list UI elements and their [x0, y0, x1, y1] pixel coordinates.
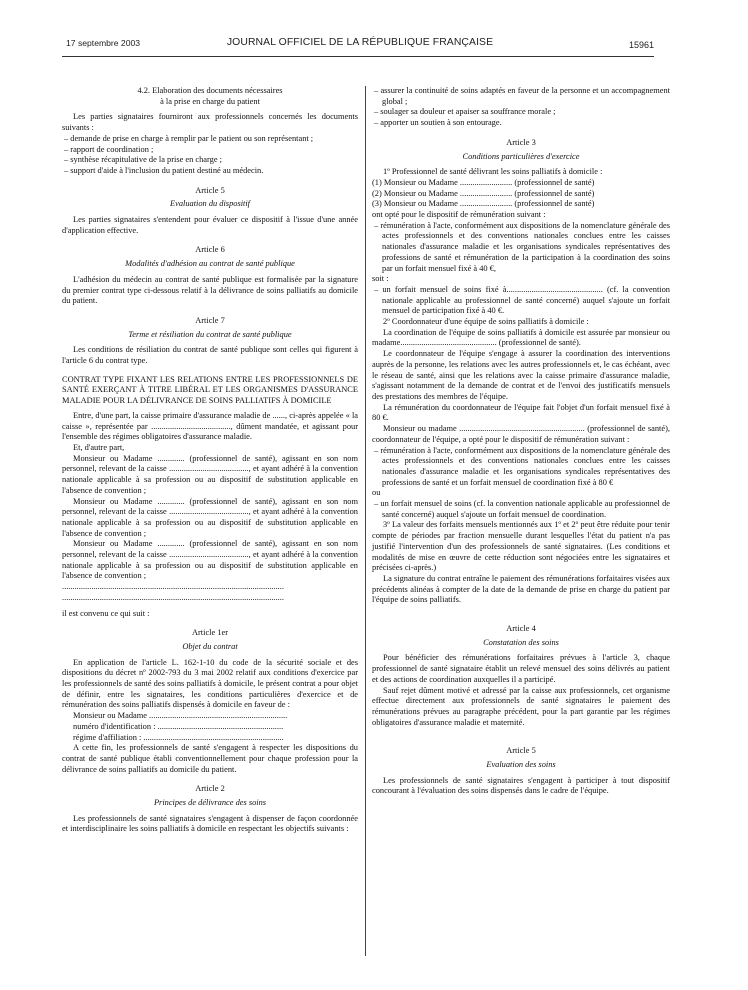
list-item: – un forfait mensuel de soins fixé à.............................................. (cf. la convention nationale applicable au professionnel de santé concerné) auquel s'ajoute un forfait mensuel de participation fixé à 40 €.: [374, 284, 670, 316]
party-block: Monsieur ou Madame ............. (professionnel de santé), agissant en son nom personnel, relevant de la caisse ......................................, et ayant adhéré à la convention nationale applicable à sa profession ou au dispositif de substitution applicable en l'absence de convention ;: [62, 453, 358, 495]
article-heading: Article 5: [506, 746, 536, 756]
paragraph: 1º Professionnel de santé délivrant les soins palliatifs à domicile :: [383, 167, 603, 177]
article-heading: Article 4: [506, 624, 536, 634]
signatory-line: (3) Monsieur ou Madame ......................... (professionnel de santé): [372, 199, 595, 209]
list-item: – rapport de coordination ;: [64, 144, 154, 154]
list-item: – soulager sa douleur et apaiser sa souffrance morale ;: [374, 107, 556, 117]
column-divider: [365, 86, 366, 956]
list-item: – assurer la continuité de soins adaptés en faveur de la personne et un accompagnement global ;: [374, 86, 670, 106]
convenu-line: il est convenu ce qui suit :: [62, 608, 150, 618]
dots-line: ..........................................................................................................: [62, 592, 284, 602]
paragraph: Sauf rejet dûment motivé et adressé par la caisse aux professionnels, cet organisme effectue directement aux professionnels de santé signataires le paiement des rémunérations prévues au paragraphe précédent, pour la part garantie par les régimes obligatoires d'assurance maladie et maternité.: [372, 685, 670, 727]
paragraph: ou: [372, 488, 381, 498]
paragraph: La rémunération du coordonnateur de l'équipe fait l'objet d'un forfait mensuel fixé à 80 €.: [372, 402, 670, 423]
article-heading: Article 1er: [191, 628, 229, 638]
paragraph: Entre, d'une part, la caisse primaire d'assurance maladie de ......, ci-après appelée « la caisse », représentée par ......................................, dûment mandatée, et agissant pour l'ensemble des régimes obligatoires d'assurance maladie.: [62, 410, 358, 442]
list-item: – demande de prise en charge à remplir par le patient ou son représentant ;: [64, 133, 314, 143]
paragraph: La signature du contrat entraîne le paiement des rémunérations forfaitaires visées aux précédents alinéas à compter de la date de la demande de prise en charge du patient par l'équipe de soins palliatifs.: [372, 573, 670, 605]
section-4-2-title-2: à la prise en charge du patient: [160, 96, 260, 106]
paragraph: Et, d'autre part,: [73, 442, 125, 452]
section-4-2-title: 4.2. Elaboration des documents nécessaires: [137, 86, 283, 95]
article-heading: Article 5: [195, 185, 225, 195]
form-field: Monsieur ou Madame ..................................................................: [73, 711, 288, 721]
contract-title: CONTRAT TYPE FIXANT LES RELATIONS ENTRE LES PROFESSIONNELS DE SANTÉ EXERÇANT À TITRE LIBÉRAL ET LES ORGANISMES D'ASSURANCE MALADIE POUR LA DÉLIVRANCE DE SOINS PALLIATIFS À DOMICILE: [62, 374, 358, 406]
paragraph: En application de l'article L. 162-1-10 du code de la sécurité sociale et des dispositions du décret nº 2002-793 du 3 mai 2002 relatif aux conditions d'exercice par les professionnels de santé des soins palliatifs à domicile, le présent contrat a pour objet de définir, entre les signataires, les conditions particulières d'exercice et de rémunération des soins palliatifs dispensés à domicile en faveur de :: [62, 657, 358, 710]
article-subtitle: Evaluation des soins: [486, 760, 556, 770]
form-field: régime d'affiliation : ...................................................................: [73, 732, 284, 742]
list-item: – synthèse récapitulative de la prise en charge ;: [64, 155, 222, 165]
header-rule: [62, 56, 654, 57]
paragraph: ont opté pour le dispositif de rémunération suivant :: [372, 210, 546, 220]
paragraph: Les conditions de résiliation du contrat de santé publique sont celles qui figurent à l'article 6 du contrat type.: [62, 345, 358, 366]
list-item: – apporter un soutien à son entourage.: [374, 118, 502, 128]
party-block: Monsieur ou Madame ............. (professionnel de santé), agissant en son nom personnel, relevant de la caisse ......................................, et ayant adhéré à la convention nationale applicable à sa profession ou au dispositif de substitution applicable en l'absence de convention ;: [62, 496, 358, 538]
article-subtitle: Objet du contrat: [182, 641, 238, 651]
form-field: numéro d'identification : ............................................................: [73, 721, 284, 731]
article-subtitle: Modalités d'adhésion au contrat de santé publique: [125, 259, 295, 269]
publication-date: 17 septembre 2003: [66, 38, 141, 48]
paragraph: 2º Coordonnateur d'une équipe de soins palliatifs à domicile :: [383, 317, 589, 327]
journal-title: JOURNAL OFFICIEL DE LA RÉPUBLIQUE FRANÇAISE: [226, 37, 494, 48]
paragraph: L'adhésion du médecin au contrat de santé publique est formalisée par la signature du premier contrat type ci-dessous relatif à la délivrance de soins palliatifs au domicile du patient.: [62, 274, 358, 306]
party-block: Monsieur ou Madame ............. (professionnel de santé), agissant en son nom personnel, relevant de la caisse ......................................, et ayant adhéré à la convention nationale applicable à sa profession ou au dispositif de substitution applicable en l'absence de convention ;: [62, 539, 358, 581]
signatory-line: (2) Monsieur ou Madame ......................... (professionnel de santé): [372, 188, 595, 198]
list-item: – rémunération à l'acte, conformément aux dispositions de la nomenclature générale des actes professionnels et des conventions nationales conclues entre les caisses nationales d'assurance maladie et les organisations syndicales représentatives des professions de santé et un forfait mensuel de coordination fixé à 80 €: [374, 445, 670, 487]
paragraph: La coordination de l'équipe de soins palliatifs à domicile est assurée par monsieur ou madame.............................................. (professionnel de santé).: [372, 327, 670, 348]
article-subtitle: Constatation des soins: [483, 637, 559, 647]
article-subtitle: Conditions particulières d'exercice: [462, 151, 580, 161]
paragraph: soit :: [372, 274, 389, 284]
paragraph: A cette fin, les professionnels de santé s'engagent à respecter les dispositions du contrat de santé publique établi conventionnellement pour chaque profession pour la délivrance de soins palliatifs au domicile du patient.: [62, 743, 358, 774]
paragraph: Le coordonnateur de l'équipe s'engage à assurer la coordination des interventions auprès de la personne, les relations avec les autres professionnels et, le cas échéant, avec le réseau de santé, ainsi que les relations avec la caisse primaire d'assurance maladie, s'agissant notamment de la demande de contrat et de l'envoi des justificatifs mensuels des prestations des membres de l'équipe.: [372, 349, 670, 401]
article-heading: Article 7: [195, 315, 225, 325]
article-heading: Article 6: [195, 245, 225, 255]
paragraph: Les professionnels de santé signataires s'engagent à dispenser de façon coordonnée et interdisciplinaire les soins palliatifs à domicile en respectant les objectifs suivants :: [62, 813, 358, 834]
article-subtitle: Principes de délivrance des soins: [153, 798, 267, 808]
article-subtitle: Terme et résiliation du contrat de santé publique: [128, 329, 292, 339]
list-item: – support d'aide à l'inclusion du patient destiné au médecin.: [64, 165, 264, 175]
page-number: 15961: [628, 40, 654, 50]
article-heading: Article 2: [195, 784, 225, 794]
dots-line: ..........................................................................................................: [62, 582, 284, 592]
list-item: – un forfait mensuel de soins (cf. la convention nationale applicable au professionnel de santé concerné) auquel s'ajoute un forfait mensuel de coordination.: [374, 499, 670, 519]
paragraph: Monsieur ou madame ............................................................ (professionnel de santé), coordonnateur de l'équipe, a opté pour le dispositif de rémunération suivant :: [372, 424, 670, 444]
left-column: [62, 86, 358, 835]
right-column: [372, 86, 670, 797]
signatory-line: (1) Monsieur ou Madame ......................... (professionnel de santé): [372, 177, 595, 187]
paragraph: Pour bénéficier des rémunérations forfaitaires prévues à l'article 3, chaque professionnel de santé signataire établit un relevé mensuel des soins délivrés au patient et des actions de coordination auxquelles il a participé.: [372, 653, 670, 684]
page-header: [66, 38, 654, 52]
article-subtitle: Evaluation du dispositif: [169, 199, 251, 209]
paragraph: Les parties signataires s'entendent pour évaluer ce dispositif à l'issue d'une année d'application effective.: [62, 215, 358, 235]
paragraph: Les professionnels de santé signataires s'engagent à participer à tout dispositif concourant à l'évaluation des soins dispensés dans le cadre de l'équipe.: [372, 775, 670, 796]
article-heading: Article 3: [506, 137, 536, 147]
list-item: – rémunération à l'acte, conformément aux dispositions de la nomenclature générale des actes professionnels et des conventions nationales conclues entre les caisses nationales d'assurance maladie et les organisations syndicales représentatives des professions de santé et rémunération de la participation à la coordination des soins par un forfait mensuel fixé à 40 €,: [374, 220, 670, 273]
section-4-2-intro: Les parties signataires fourniront aux professionnels concernés les documents suivants :: [62, 112, 358, 133]
paragraph: 3º La valeur des forfaits mensuels mentionnés aux 1º et 2º peut être réduite pour tenir compte de périodes par fraction mensuelle durant lesquelles l'état du patient n'a pas justifié l'intervention d'un des professionnels de santé signataires. (Les conditions et modalités de mise en œuvre de cette réduction sont négociées entre les signataires et précisées ci-après.): [372, 520, 670, 573]
